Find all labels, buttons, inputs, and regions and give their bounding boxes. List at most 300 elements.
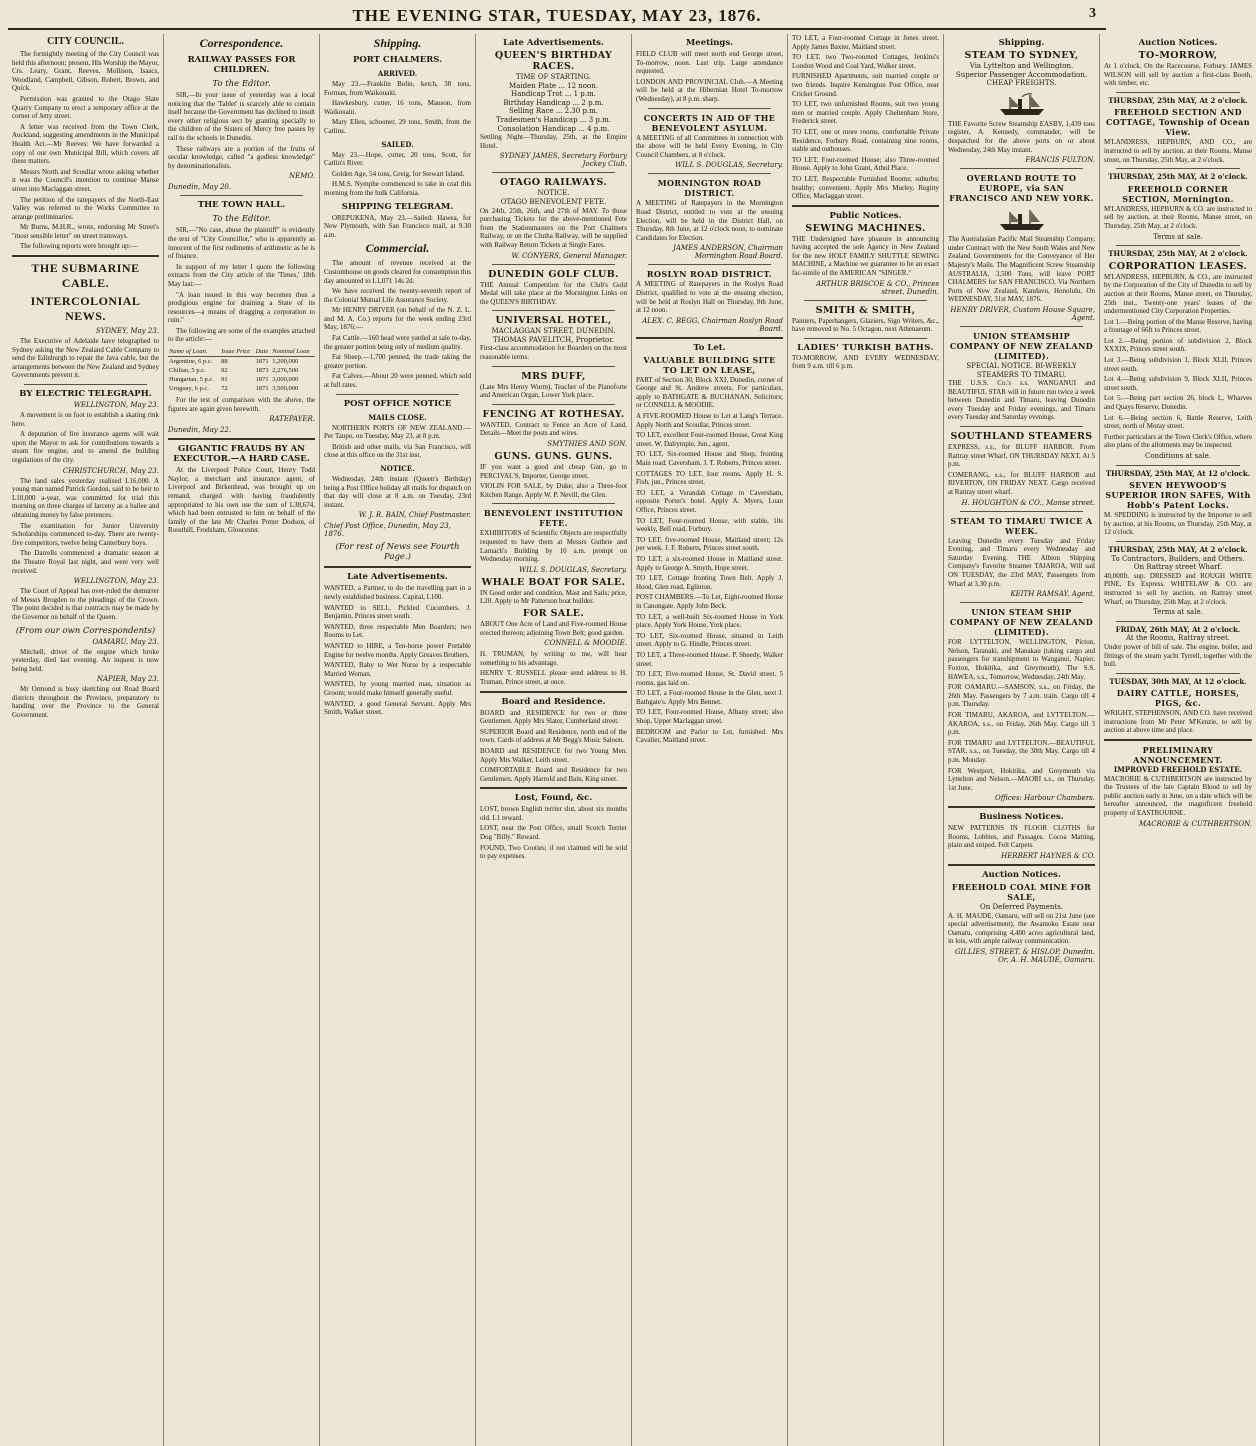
masthead-title: THE EVENING STAR, TUESDAY, MAY 23, 1876. (352, 6, 762, 25)
to-let-ad: TO LET, a six-roomed House in Maitland street. Apply to George A. Smyth, Hope street. (636, 554, 783, 572)
page-number: 3 (1089, 6, 1096, 21)
electric-telegraph-heading: BY ELECTRIC TELEGRAPH. (19, 389, 152, 400)
ad-signature: HENRY DRIVER, Custom House Square, Agent. (950, 305, 1095, 322)
divider (480, 787, 627, 789)
classified-ad: SUPERIOR Board and Residence, north end of the town. Cards of address at Mr Begg's Music Saloon. (480, 727, 627, 745)
ad-body: HENRY T. RUSSELL please send address to H. Truman, Prince street, at once. (480, 669, 627, 686)
dateline: WELLINGTON, May 23. (73, 577, 159, 586)
divider (804, 338, 927, 339)
divider (792, 205, 939, 207)
to-let-ad: BEDROOM and Parlor to Let, furnished. Mrs Cavalier, Maitland street. (636, 727, 783, 745)
ad-body: A. H. MAUDE, Oamaru, will sell on 21st June (see special advertisement), the Awamoko Estate near Oamaru, comprising 4,400 acres agricultural land, in lots, with ample railway communication. (948, 911, 1095, 946)
ad-terms: Conditions at sale. (1145, 452, 1211, 460)
classified-ad: LOST, brown English terrier slut, about six months old. L1 reward. (480, 805, 627, 822)
ad-heading: STEAM TO SYDNEY, (964, 50, 1079, 61)
ad-heading: DAIRY CATTLE, HORSES, PIGS, &c. (1116, 688, 1240, 709)
commercial-paragraph: Fat Cattle.—160 head were yarded at sale to-day, the greater portion being only of medium quality. (324, 334, 471, 351)
article-paragraph: The examination for Junior University Scholarships commenced to-day. There are twenty-five competitors, twelve being Canterbury boys. (12, 521, 159, 547)
table-header: Date (255, 347, 272, 357)
ad-heading: TO-MORROW, (1138, 50, 1218, 61)
divider (492, 264, 615, 265)
ad-body: THE Annual Competition for the Club's Gold Medal will take place at the Mornington Links on the QUEEN'S BIRTHDAY. (480, 280, 627, 306)
ad-body: Further particulars at the Town Clerk's Office, where also plans of the allotments may be inspected. (1104, 432, 1252, 450)
business-notices-heading: Business Notices. (979, 812, 1064, 823)
public-notices-heading: Public Notices. (829, 210, 902, 221)
to-editor: To the Editor. (212, 214, 271, 225)
city-council-heading: CITY COUNCIL. (47, 36, 124, 47)
shipping-telegram-heading: SHIPPING TELEGRAM. (341, 201, 454, 212)
race-time: Birthday Handicap ... 2 p.m. (503, 98, 604, 107)
race-time: Consolation Handicap ... 4 p.m. (497, 124, 610, 133)
divider (492, 404, 615, 405)
article-paragraph: Mr Burns, M.H.R., wrote, endorsing Mr Street's "most sensible letter" on street tramways. (12, 223, 159, 240)
table-cell: 1,200,000 (272, 358, 299, 366)
ad-heading: WHALE BOAT FOR SALE. (481, 576, 626, 588)
dateline: OAMARU, May 23. (92, 637, 159, 646)
divider (480, 691, 627, 693)
article-paragraph: Messrs North and Scoullar wrote asking whether it was the Council's intention to continue Manse street into Maclaggan street. (12, 167, 159, 193)
to-let-ad: TO LET, a Verandah Cottage in Caversham, opposite Porter's hotel. Apply A. Myers, Loan Office, Princes street. (636, 488, 783, 514)
divider (960, 602, 1083, 603)
ad-heading: FENCING AT ROTHESAY. (482, 408, 625, 420)
ad-body: WRIGHT, STEPHENSON, AND CO. have received instructions from Mr Peter M'Kenzie, to sell by auction at above time and place. (1104, 709, 1252, 735)
divider (960, 426, 1083, 427)
loans-table (168, 347, 315, 393)
ad-body: The Australasian Pacific Mail Steamship Company, under Contract with the New South Wales and New Zealand Governments for the Conveyance of Her Majesty's Mails. The Magnificent Screw Steamship AUSTRALIA, 3,500 Tons, will leave PORT CHALMERS for SAN FRANCISCO, Via Northern Ports of New Zealand, Kandavu, Honolulu, On WEDNESDAY, 31st MAY, 1876. (948, 235, 1095, 304)
shipping-entry: H.M.S. Nymphe commenced to take in coal this morning from the hulk California. (324, 180, 471, 197)
divider (648, 173, 771, 174)
letter-paragraph: In support of my letter I quote the following extracts from the City article of the 'Times,' 18th May last:— (168, 262, 315, 288)
to-let-ad: COTTAGES TO LET, four rooms. Apply H. S. Fish, jun., Princes street. (636, 469, 783, 487)
dateline: Dunedin, May 20. (168, 183, 232, 192)
ad-terms: Terms at sale. (1153, 608, 1203, 617)
ad-signature: W. CONYERS, General Manager. (511, 251, 627, 260)
table-cell: Hungarian, 5 p.c. (169, 376, 214, 384)
ad-heading: SEWING MACHINES. (805, 222, 926, 234)
table-cell: 88 (221, 358, 228, 366)
shipping-entry: Golden Age, 54 tons, Greig, for Stewart Island. (332, 169, 465, 178)
to-let-ad: FURNISHED Apartments, suit married couple or two friends. Inquire Kensington Post Office, near Cricket Ground. (792, 72, 939, 98)
ad-body: FOR OAMARU.—SAMSON, s.s., on Friday, the 26th May. Passengers by 7 a.m. train. Cargo till 4 p.m. Thursday. (948, 683, 1095, 709)
article-paragraph: The following reports were brought up:— (20, 242, 138, 251)
divider (1116, 465, 1240, 466)
divider (948, 806, 1095, 808)
divider (180, 195, 303, 196)
to-let-ad: TO LET, Six-roomed House, situated in Leith street. Apply to G. Hindle, Princes street. (636, 631, 783, 649)
correspondence-heading: Correspondence. (199, 36, 284, 50)
divider (1116, 92, 1240, 93)
ad-body: WANTED, Contract to Fence an Acre of Land. Details—Meet the posts and wires. (480, 420, 627, 438)
dateline: Dunedin, May 22. (168, 426, 232, 435)
ad-body: Painters, Paperhangers, Glaziers, Sign Writers, &c., have removed to No. 5 Octagon, next Athenaeum. (792, 316, 939, 334)
port-chalmers-heading: PORT CHALMERS. (352, 55, 443, 65)
meetings-heading: Meetings. (685, 38, 734, 48)
classified-ad: COMFORTABLE Board and Residence for two Gentlemen. Apply Harrold and Bain, King street. (480, 766, 627, 783)
to-let-ad: TO LET, Four-roomed House, Albany street; also Shop, Upper Maclaggan street. (636, 708, 783, 726)
ad-body: COMERANG, s.s., for BLUFF HARBOR and RIVERTON, ON FRIDAY NEXT. Cargo received at Rattray street wharf. (948, 470, 1095, 497)
ad-heading: UNION STEAMSHIP COMPANY OF NEW ZEALAND (LIMITED). (949, 330, 1094, 361)
ad-signature: WILL S. DOUGLAS, Secretary. (675, 161, 783, 170)
notice-label: NOTICE. (380, 464, 415, 473)
divider (960, 511, 1083, 512)
ad-body: Under power of bill of sale. The engine, boiler, and fittings of the steam yacht Tyrrell, together with the hull. (1104, 642, 1252, 669)
lot-entry: Lot 1.—Being portion of the Manse Reserve, having a frontage of 66ft to Princes street. (1104, 317, 1252, 335)
ad-signature: KEITH RAMSAY, Agent. (1010, 590, 1095, 599)
article-paragraph: Mr Ormond is busy sketching out Road Board districts throughout the Province, preparatory to handing over the Province to the General Government. (12, 685, 159, 720)
classified-ad: WANTED, by young married man, situation as Groom; would make himself generally useful. (324, 680, 471, 697)
ad-heading: LADIES' TURKISH BATHS. (797, 342, 934, 353)
dateline: CHRISTCHURCH, May 23. (62, 466, 159, 475)
divider (492, 503, 615, 504)
to-editor: To the Editor. (212, 79, 271, 89)
classified-ad: WANTED to SELL, Pickled Cucumbers. J. Benjamin, Princes street south. (324, 603, 471, 621)
sailed-label: SAILED. (381, 139, 414, 149)
race-time: Tradesmen's Handicap ... 3 p.m. (496, 115, 611, 124)
lot-entry: Lot 3.—Being subdivision 1, Block XLII, Princes street south. (1104, 356, 1252, 373)
shipping-entry: Mary Ellen, schooner, 29 tons, Smith, from the Catlins. (324, 118, 471, 135)
column-2 (164, 34, 320, 1446)
ad-heading: BENEVOLENT INSTITUTION FETE. (483, 508, 624, 529)
letter-paragraph: The following are some of the examples attached to the article:— (168, 326, 315, 344)
column-8 (1100, 34, 1256, 1446)
meeting-notice: FIELD CLUB will meet north end George street, To-morrow, noon. Last trip. Large attendance requested. (636, 50, 783, 76)
railway-passes-heading: RAILWAY PASSES FOR CHILDREN. (187, 55, 296, 75)
table-cell: 72 (221, 385, 228, 393)
ad-signature: CONNELL & MOODIE. (544, 639, 627, 648)
ad-heading: ROSLYN ROAD DISTRICT. (646, 269, 773, 280)
divider (168, 438, 315, 440)
ad-body: THE Favorite Screw Steamship EASBY, 1,439 tons register, A. Kennedy, commander, will be despatched for the above ports on or about Wednesday, 24th May instant. (948, 119, 1095, 154)
to-let-ad: PART of Section 30, Block XXI, Dunedin, corner of George and St. Andrew streets. For particulars, apply to BATHGATE & BUCHANAN, Solicitors; or CONNELL & MOODIE. (636, 375, 783, 410)
to-let-ad: TO LET, excellent Four-roomed House, Great King street. W. Dalrymple, Jun., agent. (636, 431, 783, 448)
post-paragraph: Wednesday, 24th instant (Queen's Birthday) being a Post Office holiday all mails for dispatch on that day will close at 8 a.m. on Tuesday, 23rd instant. (324, 475, 471, 509)
to-let-ad: TO LET, one or more rooms, comfortable Private Residence, Forbury Road, containing nine rooms, stable and outhouses. (792, 127, 939, 154)
ad-terms: Terms at sale. (1153, 232, 1203, 241)
ad-body: Leaving Dunedin every Tuesday and Friday Evening, and Timaru every Wednesday and Saturday Evening. THE Albion Shipping Company's Favorite Steamer TAIAROA, Will sail ON TUESDAY, the 23rd MAY, Passengers from Wharf at 3.30 p.m. (948, 536, 1095, 588)
town-hall-heading: THE TOWN HALL. (197, 200, 286, 211)
divider (492, 366, 615, 367)
auction-notices-heading: Auction Notices. (1138, 38, 1218, 48)
ad-body: FOR TIMARU and LYTTELTON.—BEAUTIFUL STAR, s.s., on Tuesday, the 30th May. Cargo till 4 p.m. Monday. (948, 738, 1095, 764)
classified-ad: LOST, near the Post Office, small Scotch Terrier Dog "Billy." Reward. (480, 824, 627, 842)
divider (960, 326, 1083, 327)
divider (24, 384, 147, 385)
race-time: Selling Race ... 2.30 p.m. (508, 107, 599, 116)
to-let-ad: TO LET, five-roomed House, Maitland street; 12s per week. J. F. Roberts, Princes street south. (636, 535, 783, 553)
article-paragraph: At the Liverpool Police Court, Henry Todd Naylor, a merchant and insurance agent, of Liverpool and Birkenhead, was brought up on remand, charged with having fraudulently appropriated to his own use the sum of L38,674, which had been entrusted to him on behalf of the family of the late Mr Charles Potter Dodson, of Rossthill, Frodsham, Gloucester. (168, 466, 315, 535)
ad-body: FOR TIMARU, AKAROA, and LYTTELTON.—AKAROA, s.s., on Friday, 26th May. Cargo till 3 p.m. (948, 710, 1095, 737)
divider (948, 864, 1095, 866)
commercial-heading: Commercial. (365, 241, 430, 256)
post-office-notice-heading: POST OFFICE NOTICE (343, 398, 452, 409)
divider (492, 172, 615, 173)
board-residence-heading: Board and Residence. (501, 696, 606, 707)
auction-notices-heading: Auction Notices. (982, 870, 1061, 881)
late-ads-heading: Late Advertisements. (347, 572, 448, 583)
commercial-paragraph: Fat Calves.—About 20 were penned, which sold at full rates. (324, 372, 471, 390)
letter-paragraph: These railways are a portion of the fruits of secular knowledge, called "a godless knowledge" by denominationalists. (168, 144, 315, 170)
late-ads-heading: Late Advertisements. (503, 38, 604, 48)
article-paragraph: The land sales yesterday realised L16,000. A young man named Patrick Gordon, said to be heir to L10,000 a-year, was committed for trial this morning on three charges of larceny as a bailee and obtaining money by false pretences. (12, 476, 159, 519)
ad-signature: FRANCIS FULTON. (1025, 156, 1095, 165)
ad-body: MACRORIE & CUTHBERTSON are instructed by the Trustees of the late Captain Blood to sell by public auction early in June, on a date which will be hereafter announced, the magnificent freehold property of EASTBOURNE. (1104, 774, 1252, 818)
ad-signature: H. HOUGHTON & CO., Manse street. (961, 498, 1095, 507)
table-cell: 1871 (255, 385, 269, 393)
to-let-heading: To Let. (693, 342, 726, 353)
ad-body: THE U.S.S. Co.'s s.s. WANGANUI and BEAUTIFUL STAR will in future run twice a week between Dunedin and Timaru, leaving Dunedin every Tuesday and Friday evenings, and Timaru every Tuesday and Saturday evenings. (948, 379, 1095, 422)
classified-ad: WANTED, Baby to Wet Nurse by a respectable Married Woman. (324, 661, 471, 678)
ad-date: THURSDAY, 25th MAY, At 2 o'clock. (1108, 95, 1248, 105)
ad-heading: CORPORATION LEASES. (1108, 260, 1248, 272)
lot-entry: Lot 5.—Being part section 26, block L, Wharves and Quays Reserve, Dunedin. (1104, 394, 1252, 412)
rest-of-news-note: (For rest of News see Fourth Page.) (335, 542, 460, 563)
ad-body: NEW PATTERNS IN FLOOR CLOTHS for Rooms, Lobbies, and Passages. Cocoa Matting, plain and striped. Felt Carpets. (948, 824, 1095, 850)
shipping-entry: May 23.—Franklin Bolin, ketch, 38 tons, Forman, from Waikouaiti. (324, 80, 471, 97)
letter-paragraph: SIR,—"No case, abuse the plaintiff" is evidently the text of "City Councillor," who is apparently as innocent of the first rudiments of arithmetic as he is of finance. (168, 226, 315, 261)
classified-ad: WANTED to HIRE, a Ten-horse power Portable Engine for twelve months. Apply Greaves Brothers. (324, 641, 471, 659)
divider (1116, 621, 1240, 622)
to-let-ad: TO LET, two Two-roomed Cottages, Jenkins's London Wood and Coal Yard, Walker street. (792, 53, 939, 70)
ad-heading: SOUTHLAND STEAMERS (950, 431, 1093, 443)
ad-subheading: TIME OF STARTING. (515, 73, 592, 81)
ad-subheading: IMPROVED FREEHOLD ESTATE. (1113, 765, 1243, 775)
table-cell: 2,276,500 (272, 367, 299, 375)
table-cell: Uruguay, 6 p.c. (169, 385, 209, 393)
classified-ad: BOARD and RESIDENCE for two Young Men. Apply Mrs Walker, Leith street. (480, 746, 627, 764)
table-row (168, 375, 315, 384)
ad-signature: MACRORIE & CUTHBERTSON. (1139, 819, 1252, 828)
divider (336, 394, 459, 395)
meeting-notice: A MEETING of Ratepayers in the Mornington Road District, entitled to vote at the ensuing Election, will be held in the District Hall, on Thursday, 8th June, at 12 o'clock noon, to nominate Candidates for Election. (636, 199, 783, 242)
divider (492, 310, 615, 311)
submarine-cable-heading: THE SUBMARINE CABLE. (31, 261, 140, 291)
table-row (168, 366, 315, 375)
divider (1116, 168, 1240, 169)
to-let-ad: TO LET, Respectable Furnished Rooms; suburbs; healthy; convenient. Apply Mrs Murley, Regitty Office, Maclaggan street. (792, 174, 939, 201)
ad-date: THURSDAY, 25th MAY, At 12 o'clock. (1105, 468, 1251, 478)
classified-ad: BOARD and RESIDENCE for two or three Gentlemen. Apply Mrs Slater, Cumberland street. (480, 708, 627, 726)
columns (8, 34, 1252, 1446)
ad-body: At 1 o'clock. On the Racecourse, Forbury. JAMES WILSON will sell by auction a first-class Booth, with timber, etc. (1104, 62, 1252, 88)
divider (636, 337, 783, 339)
correspondents-note: (From our own Correspondents) (15, 625, 156, 636)
ad-heading: SEVEN HEYWOOD'S SUPERIOR IRON SAFES, With Hobb's Patent Locks. (1105, 480, 1251, 511)
column-1 (8, 34, 164, 1446)
column-6 (788, 34, 944, 1446)
table-header: Issue Price (220, 347, 254, 357)
ad-body: VIOLIN FOR SALE, by Duke; also a Three-foot Kitchen Range. Apply W. P. Nevill, the Glen. (480, 482, 627, 499)
shipping-heading: Shipping. (373, 36, 422, 50)
table-cell: Argentine, 6 p.c. (169, 358, 213, 366)
ad-heading: CONCERTS IN AID OF THE BENEVOLENT ASYLUM. (643, 112, 776, 133)
lot-entry: Lot 4.—Being subdivision 9, Block XLII, Princes street south. (1104, 375, 1252, 392)
ad-heading: GUNS. GUNS. GUNS. (494, 451, 613, 463)
ad-date: FRIDAY, 26th MAY, At 2 o'clock. (1115, 624, 1241, 634)
ad-subheading: On Rattray street Wharf. (1133, 563, 1223, 572)
article-paragraph: The Executive of Adelaide have telegraphed to Sydney asking the New Zealand Cable Company to send the Edinburgh to repair the Java cable, but the arrangements between the New Zealand and Sydney Governments prevent it. (12, 337, 159, 380)
ad-subheading: NOTICE. (537, 189, 570, 198)
ad-heading: FREEHOLD COAL MINE FOR SALE, (951, 882, 1092, 903)
letter-signature: RATEPAYER. (269, 415, 315, 424)
ad-body: EXHIBITORS of Scientific Objects are respectfully requested to have them at Messrs Guthrie and Larnach's Building by 10 a.m. prompt on Wednesday morning. (480, 529, 627, 564)
ad-heading: SMITH & SMITH, (815, 304, 916, 316)
table-header: Name of Loan. (168, 347, 220, 357)
to-let-ad: TO LET, Six-roomed House and Shop, fronting Main road, Caversham. J. T. Roberts, Princes street. (636, 450, 783, 468)
letter-paragraph: "A loan issued in this way becomes thus a prodigious engine for draining a State of its resources—a means of dragging a corporation to ruin." (168, 290, 315, 325)
divider (648, 108, 771, 109)
article-paragraph: A deputation of fire insurance agents will wait upon the Mayor to ask for contributions towards a steam fire engine, and to amend the building regulations of the city. (12, 430, 159, 464)
ad-date: THURSDAY, 25th MAY, At 2 o'clock. (1108, 172, 1248, 182)
classified-ad: WANTED, three respectable Men Boarders; two Rooms to Let. (324, 622, 471, 640)
lost-found-heading: Lost, Found, &c. (514, 793, 593, 804)
ad-body: TO-MORROW, AND EVERY WEDNESDAY, from 9 a.m. till 6 p.m. (792, 353, 939, 371)
divider (1104, 739, 1252, 741)
ad-signature: SYDNEY JAMES, Secretary Forbury Jockey Club. (499, 152, 627, 169)
race-time: Handicap Trot ... 1 p.m. (511, 90, 596, 99)
steamship-icon (996, 91, 1048, 117)
commercial-paragraph: The amount of revenue received at the Customhouse on goods cleared for consumption this day amounted to L1,071 14s 2d. (324, 259, 471, 285)
ad-signature: WILL S. DOUGLAS, Secretary. (519, 565, 627, 574)
shipping-entry: OREPUKENA, May 23.—Sailed: Hawea, for New Plymouth, with San Francisco mail, at 9.30 a.m. (324, 213, 471, 239)
article-paragraph: Permission was granted to the Otago Slate Quarry Company to erect a temporary office at the corner of Jetty street. (12, 94, 159, 121)
classified-ad: FOUND, Two Cooties; if not claimed will be sold to pay expenses. (480, 843, 627, 861)
race-time: Maiden Plate ... 12 noon. (509, 81, 598, 90)
article-paragraph: The Darrells commenced a dramatic season at the Theatre Royal last night, and were very well received. (12, 549, 159, 575)
table-cell: 91 (221, 376, 228, 384)
ad-heading: QUEEN'S BIRTHDAY RACES. (494, 50, 613, 72)
ad-heading: DUNEDIN GOLF CLUB. (488, 268, 619, 280)
table-header: Nominal Loan (271, 347, 315, 357)
ad-body: H. TRUMAN, by writing to me, will hear something to his advantage. (480, 650, 627, 667)
to-let-ad: TO LET, a well-built Six-roomed House in York place. Apply York House, York place. (636, 612, 783, 630)
lot-entry: Lot 2.—Being portion of subdivision 2, Block XXXIX, Princes street south. (1104, 336, 1252, 354)
to-let-ad: TO LET, two unfurnished Rooms, suit two young men or married couple. Apply Cheltenham Store, Frederick street. (792, 100, 939, 126)
to-let-ad: TO LET, Four-roomed House, with stable, 10s weekly, Bell road, Forbury. (636, 516, 783, 534)
steamship-icon (996, 206, 1048, 232)
divider (648, 264, 771, 265)
ad-subheading: Superior Passenger Accommodation. CHEAP FREIGHTS. (955, 70, 1088, 88)
divider (12, 255, 159, 257)
ad-subheading: OTAGO BENEVOLENT FETE. (500, 197, 607, 206)
intercolonial-heading: INTERCOLONIAL NEWS. (30, 294, 141, 324)
to-let-ad: TO LET, a Three-roomed House. P. Sheedy, Walker street. (636, 650, 783, 668)
letter-paragraph: SIR,—In your issue of yesterday was a local noticing that the 'Tablet' is scarcely able to contain itself because the Government has declined to insult every other religious sect by granting specially to the children of the Sisters of Mercy free passes by rail to the schools in Dunedin. (168, 91, 315, 142)
ad-heading: UNION STEAM SHIP COMPANY OF NEW ZEALAND (LIMITED). (949, 607, 1094, 638)
table-cell: 3,000,000 (272, 376, 299, 384)
ad-heading: MRS DUFF, (521, 370, 586, 382)
divider (804, 300, 927, 301)
article-paragraph: Mitchell, driver of the engine which broke yesterday, died last evening. An inquest is now being held. (12, 647, 159, 673)
to-let-ad: TO LET, Four-roomed House; also Three-roomed House. Apply to John Grant, Athol Place. (792, 155, 939, 173)
ad-date: THURSDAY, 25th MAY, At 2 o'clock. (1108, 544, 1248, 554)
meeting-notice: LONDON AND PROVINCIAL Club.—A Meeting will be held at the Hibernian Hotel To-morrow (Wednesday), at 8 p.m. sharp. (636, 77, 783, 103)
divider (1116, 673, 1240, 674)
to-let-ad: A FIVE-ROOMED House to Let at Lang's Terrace. Apply North and Scoullar, Princes street. (636, 412, 783, 429)
ad-signature: GILLIES, STREET, & HISLOP, Dunedin. Or, A. H. MAUDE, Oamaru. (954, 948, 1095, 965)
ad-body: M'LANDRESS, HEPBURN & CO. are instructed to sell by auction, at their Rooms, Manse street, on Thursday, 25th May, at 2 o'clock. (1104, 204, 1252, 230)
ad-heading: UNIVERSAL HOTEL, (495, 315, 612, 327)
to-let-ad: TO LET, a Four-roomed House in the Glen, next J. Bathgate's. Apply Mrs Bennet. (636, 689, 783, 706)
ad-body: IF you want a good and cheap Gun, go to PERCIVAL'S, Importer, George street. (480, 463, 627, 480)
table-cell: 1871 (255, 376, 269, 384)
shipping-entry: Hawkesbury, cutter, 16 tons, Mauson, from Waikouaiti. (324, 99, 471, 116)
dateline: SYDNEY, May 23. (95, 327, 159, 336)
column-3 (320, 34, 476, 1446)
ad-body: M'LANDRESS, HEPBURN, AND CO., are instructed to sell by auction, at their Rooms, Manse street, on Thursday, 25th May, at 2 o'clock. (1104, 138, 1252, 164)
ad-subheading: At the Rooms, Rattray street. (1125, 634, 1231, 643)
ad-body: M. SPEDDING is instructed by the Importer to sell by auction, at his Rooms, on Thursday, 25th May, at 12 o'clock. (1104, 511, 1252, 537)
column-4 (476, 34, 632, 1446)
table-row (168, 357, 315, 367)
ad-body: (Late Mrs Henry Wurm), Teacher of the Pianoforte and American Organ, Lower York place. (480, 382, 627, 400)
meeting-notice: A MEETING of all Committees in connection with the above will be held Every Evening, in City Council Chambers, at 8 o'clock. (636, 133, 783, 159)
ad-heading: MORNINGTON ROAD DISTRICT. (657, 178, 762, 199)
ad-subheading: THOMAS PAVELITCH, Proprietor. (493, 335, 614, 344)
shipping-entry: May 23.—Hope, cutter, 20 tons, Scott, for Catlin's River. (324, 150, 471, 168)
ad-body: EXPRESS, s.s., for BLUFF HARBOR. From Rattray street Wharf, ON THURSDAY NEXT, At 5 p.m. (948, 443, 1095, 469)
ad-signature: SMYTHIES AND SON. (547, 440, 627, 449)
masthead (8, 6, 1106, 30)
table-cell: 92 (221, 367, 228, 375)
gigantic-frauds-heading: GIGANTIC FRAUDS BY AN EXECUTOR.—A HARD CASE. (173, 444, 310, 465)
ad-body: On 24th, 25th, 26th, and 27th of MAY. To those purchasing Tickets for the above-mentioned Fete from the Stationmasters on the Port Chalmers Railway, or on the Clutha Railway, will be supplied with Railway Return Tickets at Single Fares. (480, 206, 627, 249)
table-cell: 1873 (255, 367, 269, 375)
ad-body: M'LANDRESS, HEPBURN, & CO., are instructed by the Corporation of the City of Dunedin to sell by auction at their Rooms, Manse street, on Thursday, 25th inst., Twenty-one years' leases of the undermentioned City Corporation Properties. (1104, 272, 1252, 316)
ad-heading: FREEHOLD CORNER SECTION, Mornington. (1122, 183, 1234, 204)
ad-body: 40,000ft. sup. DRESSED and ROUGH WHITE PINE, Ex Express. WHITELAW & CO. are instructed to sell by auction, on Rattray street Wharf, on Thursday, 25th May, at 2 o'clock. (1104, 571, 1252, 606)
column-5 (632, 34, 788, 1446)
ad-body: FOR Westport, Hokitika, and Greymouth via Lyttelton and Nelson.—MAORI s.s., on Thursday, 1st June. (948, 766, 1095, 792)
to-let-ad: POST CHAMBERS.—To Let, Eight-roomed House in Canongate. Apply John Beck. (636, 593, 783, 610)
ad-heading: STEAM TO TIMARU TWICE A WEEK. (950, 515, 1093, 536)
ad-signature: JAMES ANDERSON, Chairman Mornington Road Board. (673, 244, 783, 261)
mails-close-label: MAILS CLOSE. (368, 412, 427, 422)
ad-body: THE Undersigned have pleasure in announcing having accepted the sole Agency in New Zealand for the new HOLT FAMILY SHUTTLE SEWING MACHINE, a Machine we guarantee to be an exact fac-simile of the AMERICAN "SINGER." (792, 234, 939, 278)
letter-paragraph: For the test of comparison with the above, the figures are again given herewith. (168, 396, 315, 413)
table-row (168, 384, 315, 393)
ad-body: ABOUT One Acre of Land and Five-roomed House erected thereon; adjoining Town Belt; good garden. (480, 619, 627, 637)
ad-subheading: On Deferred Payments. (980, 903, 1063, 912)
classified-ad: WANTED, a Partner, to do the travelling part in a newly established business. Capital, L100. (324, 584, 471, 601)
divider (324, 566, 471, 568)
article-paragraph: A letter was received from the Town Clerk, Auckland, suggesting amendments in the Municipal Health Act.—Mr Reeves: We have forwarded a copy of our own Municipal Bill, which covers all these matters. (12, 122, 159, 166)
post-paragraph: British and other mails, via San Francisco, will close at this office on the 31st inst. (324, 442, 471, 460)
to-let-ad: TO LET, Five-roomed House, St. David street. 5 rooms, gas laid on. (636, 670, 783, 687)
ad-subheading: To Contractors, Builders, and Others. (1111, 554, 1245, 563)
ad-heading: FOR SALE. (522, 607, 585, 619)
table-cell: 1871 (255, 358, 269, 366)
dateline: NAPIER, May 23. (96, 675, 159, 684)
table-cell: Chilian, 5 p.c. (169, 367, 206, 375)
divider (1116, 541, 1240, 542)
ad-heading: PRELIMINARY ANNOUNCEMENT. (1133, 745, 1223, 766)
commercial-paragraph: We have received the twenty-seventh report of the Colonial Mutual Life Assurance Society. (324, 287, 471, 304)
divider (1116, 245, 1240, 246)
article-paragraph: A movement is on foot to establish a skating rink here. (12, 411, 159, 428)
ad-heading: OVERLAND ROUTE TO EUROPE, via SAN FRANCISCO AND NEW YORK. (949, 173, 1094, 204)
ad-date: THURSDAY, 25th MAY, At 2 o'clock. (1108, 249, 1248, 259)
ad-heading: FREEHOLD SECTION AND COTTAGE, Township of Ocean View. (1106, 107, 1250, 138)
table-cell: 3,500,000 (272, 385, 299, 393)
ad-subheading: SPECIAL NOTICE. BI-WEEKLY STEAMERS TO TIMARU. (966, 361, 1077, 379)
dateline: Chief Post Office, Dunedin, May 23, 1876. (324, 522, 451, 539)
ad-subheading: MACLAGGAN STREET, DUNEDIN. (491, 327, 616, 336)
ad-signature: ALEX. C. BEGG, Chairman Roslyn Road Board. (642, 316, 783, 333)
article-paragraph: The petition of the ratepayers of the North-East Valley was referred to the Works Committee to arrange preliminaries. (12, 195, 159, 221)
commercial-paragraph: Fat Sheep.—1,700 penned, the trade taking the greater portion. (324, 353, 471, 370)
to-let-ad: TO LET, a Four-roomed Cottage in Jones street. Apply James Baxter, Maitland street. (792, 34, 939, 51)
article-paragraph: The Court of Appeal has over-ruled the demurrer of Messrs Brogden to the pleadings of the Crown. The point decided is that contracts may be made by the Governor on behalf of the Queen. (12, 587, 159, 621)
